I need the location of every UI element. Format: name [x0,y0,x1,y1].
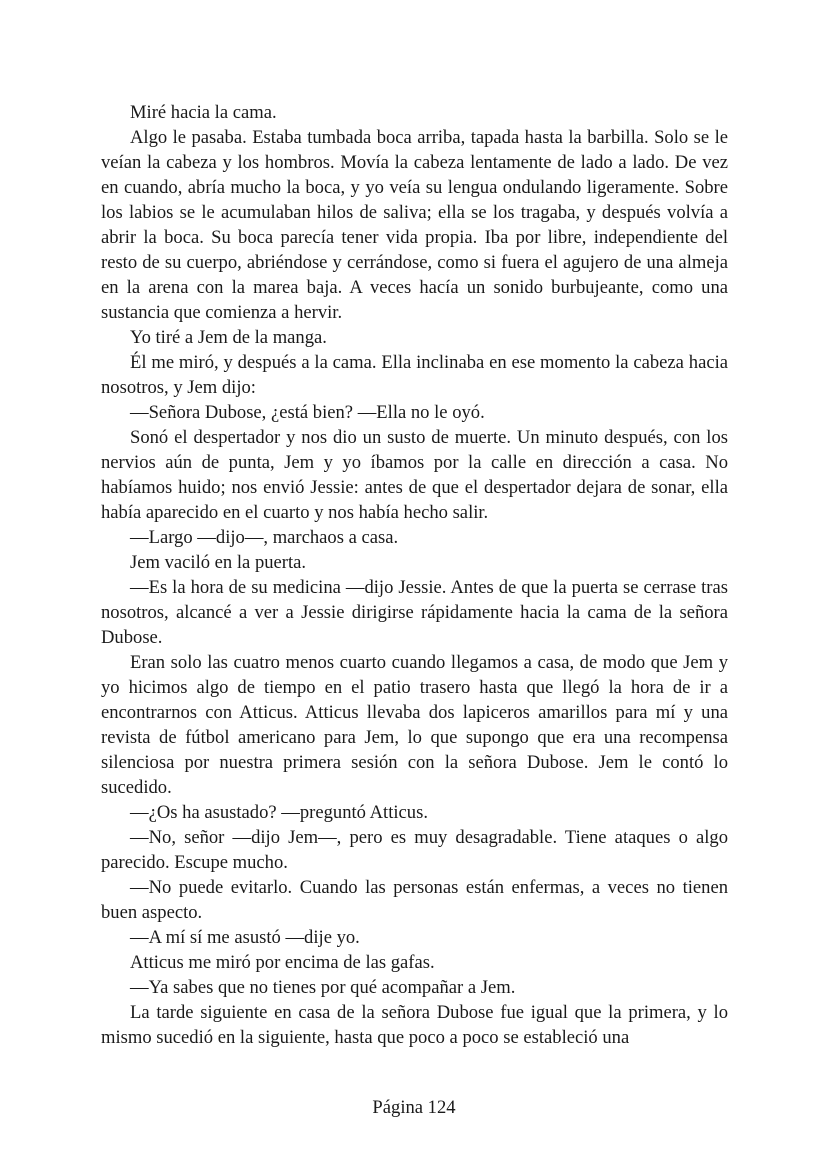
paragraph: —Ya sabes que no tienes por qué acompañar a Jem. [130,977,516,998]
paragraph: Eran solo las cuatro menos cuarto cuando llegamos a casa, de modo que Jem y yo hicimos algo de tiempo en el patio trasero hasta que llegó la hora de ir a encontrarnos con Atticus. Atticus llevaba dos lapiceros amarillos para mí y una revista de fútbol americano para Jem, lo que supongo que era una recompensa silenciosa por nuestra primera sesión con la señora Dubose. Jem le contó lo sucedido. [101,652,728,798]
paragraph: —A mí sí me asustó —dije yo. [130,927,360,948]
paragraph: Yo tiré a Jem de la manga. [130,327,327,348]
paragraph: Jem vaciló en la puerta. [130,552,307,573]
paragraph: Algo le pasaba. Estaba tumbada boca arriba, tapada hasta la barbilla. Solo se le veían la cabeza y los hombros. Movía la cabeza lentamente de lado a lado. De vez en cuando, abría mucho la boca, y yo veía su lengua ondulando ligeramente. Sobre los labios se le acumulaban hilos de saliva; ella se los tragaba, y después volvía a abrir la boca. Su boca parecía tener vida propia. Iba por libre, independiente del resto de su cuerpo, abriéndose y cerrándose, como si fuera el agujero de una almeja en la arena con la marea baja. A veces hacía un sonido burbujeante, como una sustancia que comienza a hervir. [101,127,728,323]
paragraph: La tarde siguiente en casa de la señora Dubose fue igual que la primera, y lo mismo sucedió en la siguiente, hasta que poco a poco se estableció una [101,1002,728,1048]
paragraph: Miré hacia la cama. [130,102,277,123]
paragraph: Sonó el despertador y nos dio un susto de muerte. Un minuto después, con los nervios aún de punta, Jem y yo íbamos por la calle en dirección a casa. No habíamos huido; nos envió Jessie: antes de que el despertador dejara de sonar, ella había aparecido en el cuarto y nos había hecho salir. [101,427,728,523]
paragraph: Él me miró, y después a la cama. Ella inclinaba en ese momento la cabeza hacia nosotros, y Jem dijo: [101,352,728,398]
page-number: Página 124 [372,1097,456,1118]
paragraph: Atticus me miró por encima de las gafas. [130,952,435,973]
paragraph: —Largo —dijo—, marchaos a casa. [130,527,399,548]
paragraph: —No, señor —dijo Jem—, pero es muy desagradable. Tiene ataques o algo parecido. Escupe mucho. [101,827,728,873]
paragraph: —¿Os ha asustado? —preguntó Atticus. [130,802,428,823]
body-text [101,100,728,1050]
paragraph: —Es la hora de su medicina —dijo Jessie. Antes de que la puerta se cerrase tras nosotros, alcancé a ver a Jessie dirigirse rápidamente hacia la cama de la señora Dubose. [101,577,728,648]
paragraph: —Señora Dubose, ¿está bien? —Ella no le oyó. [130,402,485,423]
paragraph: —No puede evitarlo. Cuando las personas están enfermas, a veces no tienen buen aspecto. [101,877,728,923]
